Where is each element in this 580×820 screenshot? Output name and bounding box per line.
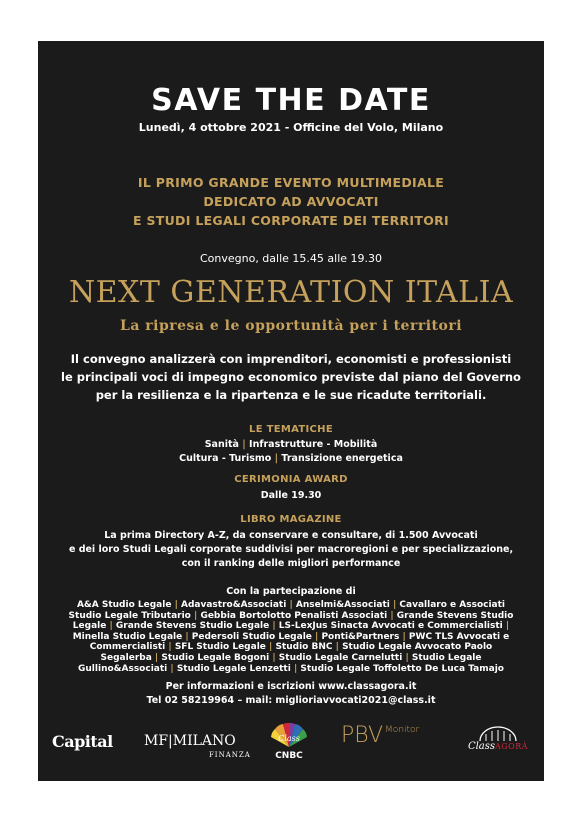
mf-milano-finanza-logo [144, 733, 251, 765]
separator: | [106, 621, 116, 632]
studio-name: PWC TLS Avvocati e Commercialisti [89, 631, 510, 653]
contact-info [38, 680, 544, 708]
studio-name: Studio Legale Avvocato Paolo Segalerba [100, 642, 493, 663]
studio-name: Cavallaro e Associati Studio Legale Tributario [68, 600, 506, 621]
class-agora-logo [466, 725, 530, 761]
separator: | [265, 642, 276, 653]
tematica-item: Transizione energetica [281, 453, 403, 464]
libro-line: La prima Directory A-Z, da conservare e consultare, di 1.500 Avvocati [104, 530, 478, 541]
separator: | [165, 642, 175, 653]
studio-name: Anselmi&Associati [295, 600, 390, 610]
intro-paragraph [38, 350, 544, 404]
cerimonia-heading: CERIMONIA AWARD [234, 474, 348, 485]
agora-class-text: Class [467, 741, 496, 752]
headline-line: E STUDI LEGALI CORPORATE DEI TERRITORI [132, 213, 450, 228]
studio-name: Minella Studio Legale [72, 631, 183, 642]
studio-name: Studio Legale Lenzetti [176, 663, 291, 674]
cerimonia-time: Dalle 19.30 [260, 490, 322, 501]
studio-name: Adavastro&Associati [181, 600, 287, 610]
separator: | [190, 610, 201, 621]
studio-name: Studio Legale Gullino&Associati [78, 652, 482, 674]
studio-name: A&A Studio Legale [76, 600, 172, 610]
intro-line: Il convegno analizzerà con imprenditori, economisti e professionisti [70, 352, 512, 366]
separator: | [269, 621, 279, 632]
studio-name: Grande Stevens Studio Legale [115, 621, 270, 632]
headline-line: DEDICATO AD AVVOCATI [203, 194, 379, 209]
studio-name: Grande Stevens Studio Legale [72, 610, 514, 632]
separator: | [402, 652, 412, 663]
studio-name: Studio Legale Toffoletto De Luca Tamajo [300, 663, 504, 674]
agora-wordmark [466, 741, 530, 752]
event-date-location: Lunedì, 4 ottobre 2021 - Officine del Volo, Milano [138, 121, 444, 134]
tematiche-row [38, 452, 544, 466]
separator: | [182, 631, 192, 642]
separator: | [151, 652, 162, 663]
separator: | [502, 621, 510, 632]
tematica-item: Cultura - Turismo [179, 453, 272, 464]
studio-name: Studio Legale Carnelutti [278, 652, 403, 663]
libro-description [38, 529, 544, 571]
pbv-monitor-logo [341, 723, 419, 748]
tematica-item: Infrastrutture - Mobilità [249, 439, 378, 450]
studio-name: Studio BNC [275, 642, 333, 653]
headline-line: IL PRIMO GRANDE EVENTO MULTIMEDIALE [137, 175, 445, 190]
tematiche-heading: LE TEMATICHE [249, 424, 333, 435]
info-website: Per informazioni e iscrizioni www.classagora.it [165, 681, 417, 692]
event-subtitle: La ripresa e le opportunità per i territori [119, 318, 463, 334]
separator: | [332, 642, 343, 653]
studio-name: Ponti&Partners [321, 631, 400, 642]
mf-logo-text: MF|MILANO [144, 733, 236, 749]
mf-logo-subtext: FINANZA [208, 751, 251, 759]
class-cnbc-logo [267, 721, 311, 765]
capital-logo: Capital [52, 732, 113, 751]
event-title: NEXT GENERATION ITALIA [68, 275, 514, 310]
studio-name: SFL Studio Legale [174, 642, 266, 653]
separator: | [387, 610, 397, 621]
separator: | [311, 631, 322, 642]
cnbc-word: CNBC [275, 751, 303, 761]
studio-name: Gebbia Bortolotto Penalisti Associati [200, 610, 388, 621]
class-word: Class [278, 734, 300, 743]
agora-text: AGORÀ [495, 742, 529, 751]
pbv-monitor-text: Monitor [385, 725, 420, 735]
intro-line: per la resilienza e la ripartenza e le sue ricadute territoriali. [95, 388, 487, 402]
studios-list [38, 600, 544, 674]
separator: | [171, 600, 182, 610]
intro-line: le principali voci di impegno economico previste dal piano del Governo [61, 370, 521, 384]
separator: | [389, 600, 400, 610]
pbv-text: PBV [341, 723, 384, 748]
separator: | [399, 631, 409, 642]
separator: | [290, 663, 301, 674]
headline [38, 173, 544, 230]
libro-line: con il ranking delle migliori performance [181, 558, 401, 569]
partecipazione-heading: Con la partecipazione di [226, 586, 356, 597]
sponsor-logos [38, 723, 544, 767]
libro-line: e dei loro Studi Legali corporate suddivisi per macroregioni e per specializzazione, [68, 544, 514, 555]
separator: | [269, 652, 279, 663]
separator: | [167, 663, 177, 674]
event-poster [38, 41, 544, 781]
studio-name: Pedersoli Studio Legale [191, 631, 312, 642]
poster-title: SAVE THE DATE [151, 83, 431, 118]
studio-name: LS-LexJus Sinacta Avvocati e Commercialisti [278, 621, 503, 632]
tematica-item: Sanità [204, 439, 239, 450]
convegno-time: Convegno, dalle 15.45 alle 19.30 [199, 252, 383, 265]
separator: | [286, 600, 296, 610]
studio-name: Studio Legale Bogoni [161, 652, 270, 663]
libro-heading: LIBRO MAGAZINE [240, 514, 342, 525]
separator: | [242, 439, 250, 450]
info-phone-email: Tel 02 58219964 – mail: miglioriavvocati2021@class.it [146, 695, 436, 706]
separator: | [274, 453, 282, 464]
cnbc-peacock-icon [267, 721, 311, 751]
tematiche-row [38, 438, 544, 452]
